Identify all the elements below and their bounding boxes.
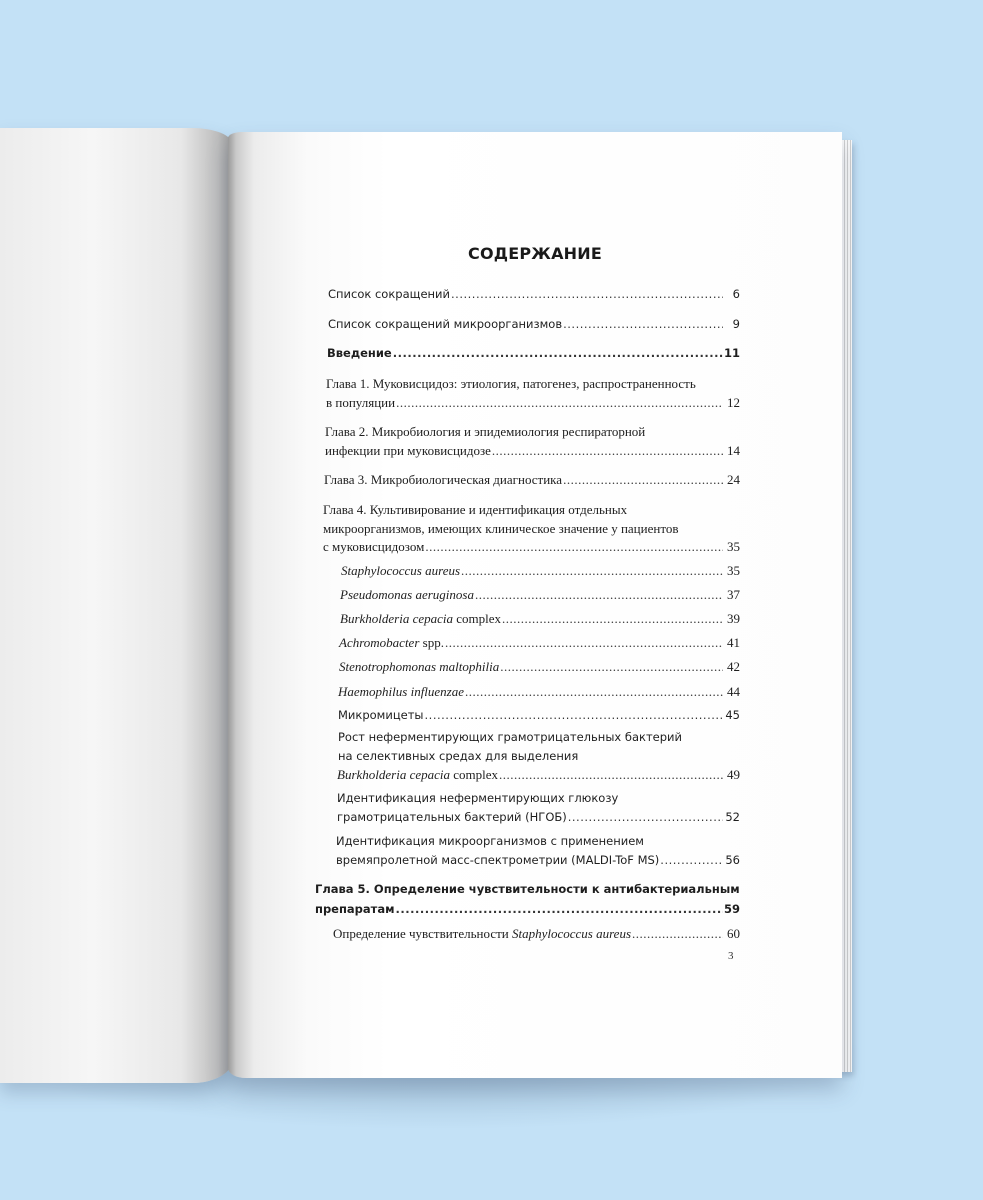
toc-dot-leader: [396, 395, 723, 411]
toc-dot-leader: [502, 611, 723, 627]
toc-entry-label: в популяции: [326, 395, 396, 410]
page-number: 3: [728, 950, 734, 962]
toc-entry-label-italic: Staphylococcus aureus: [511, 926, 632, 941]
toc-page-number: 59: [724, 902, 741, 916]
toc-entry: [339, 659, 740, 677]
toc-page-number: 24: [727, 472, 740, 487]
toc-heading: СОДЕРЖАНИЕ: [468, 244, 602, 263]
toc-dot-leader: [632, 926, 723, 942]
toc-entry: [337, 767, 740, 785]
toc-entry-label: Микромицеты: [338, 708, 424, 722]
toc-entry-line: Идентификация неферментирующих глюкозу: [337, 791, 619, 805]
toc-dot-leader: [425, 539, 723, 555]
toc-entry: [340, 611, 740, 629]
toc-entry-label: Haemophilus influenzae: [338, 684, 465, 699]
toc-page-number: 41: [727, 635, 740, 650]
toc-dot-leader: [500, 659, 723, 675]
toc-entry: [336, 853, 740, 871]
left-page: [0, 128, 232, 1083]
toc-entry-label: Pseudomonas aeruginosa: [340, 587, 474, 602]
toc-dot-leader: [393, 346, 723, 360]
toc-entry-label: Achromobacter: [339, 635, 420, 650]
toc-entry: [327, 346, 740, 364]
toc-entry-line: Глава 4. Культивирование и идентификация отдельных: [323, 502, 628, 517]
toc-page-number: 56: [725, 853, 740, 867]
toc-entry-label: Глава 3. Микробиологическая диагностика: [324, 472, 563, 487]
toc-entry-label: с муковисцидозом: [323, 539, 425, 554]
toc-page-number: 49: [727, 767, 740, 782]
toc-page-number: 9: [732, 317, 740, 331]
toc-page-number: 39: [727, 611, 740, 626]
toc-page-number: 14: [727, 443, 740, 458]
toc-entry: [328, 287, 740, 305]
toc-entry-line: Глава 5. Определение чувствительности к антибактериальным: [315, 882, 740, 896]
toc-entry: [341, 563, 740, 581]
toc-dot-leader: [568, 810, 723, 824]
toc-page-number: 11: [724, 346, 741, 360]
toc-entry: [338, 708, 740, 726]
toc-entry: [326, 395, 740, 413]
toc-dot-leader: [461, 563, 723, 579]
toc-entry: [339, 635, 740, 653]
toc-entry-label: Burkholderia cepacia: [337, 767, 450, 782]
toc-entry-label: Staphylococcus aureus: [341, 563, 461, 578]
toc-page-number: 6: [732, 287, 740, 301]
toc-entry-label-suffix: spp.: [419, 635, 444, 650]
toc-entry-label: препаратам: [315, 902, 395, 916]
toc-page-number: 37: [727, 587, 740, 602]
toc-entry-line: Идентификация микроорганизмов с применением: [336, 834, 644, 848]
toc-entry-label: Stenotrophomonas maltophilia: [339, 659, 500, 674]
toc-entry: [338, 684, 740, 702]
toc-dot-leader: [492, 443, 723, 459]
toc-entry-label: Список сокращений микроорганизмов: [328, 317, 563, 331]
toc-dot-leader: [475, 587, 723, 603]
toc-entry: [337, 810, 740, 828]
toc-dot-leader: [451, 287, 723, 301]
toc-dot-leader: [563, 472, 723, 488]
toc-entry-label: Список сокращений: [328, 287, 451, 301]
toc-dot-leader: [563, 317, 723, 331]
toc-entry: [324, 472, 740, 490]
toc-entry: [333, 926, 740, 944]
toc-dot-leader: [465, 684, 723, 700]
toc-entry-label-suffix: complex: [453, 611, 502, 626]
toc-entry-label: Определение чувствительности: [333, 926, 512, 941]
toc-entry-line: на селективных средах для выделения: [338, 749, 579, 763]
toc-entry-label-suffix: complex: [450, 767, 499, 782]
toc-entry-label: грамотрицательных бактерий (НГОБ): [337, 810, 567, 824]
toc-page-number: 12: [727, 395, 740, 410]
toc-page-number: 35: [727, 539, 740, 554]
toc-entry-label: инфекции при муковисцидозе: [325, 443, 491, 458]
toc-entry: [328, 317, 740, 335]
toc-dot-leader: [445, 635, 723, 651]
toc-entry-line: Рост неферментирующих грамотрицательных бактерий: [338, 730, 682, 744]
toc-page-number: 35: [727, 563, 740, 578]
toc-page-number: 45: [725, 708, 740, 722]
toc-entry-line: Глава 1. Муковисцидоз: этиология, патогенез, распространенность: [326, 376, 696, 391]
toc-entry-line: микроорганизмов, имеющих клиническое значение у пациентов: [323, 521, 679, 536]
toc-page-number: 44: [727, 684, 740, 699]
toc-dot-leader: [396, 902, 723, 916]
toc-entry-label: Burkholderia cepacia: [340, 611, 453, 626]
toc-entry: [323, 539, 740, 557]
toc-entry: [315, 902, 740, 920]
toc-entry-label: Введение: [327, 346, 392, 360]
toc-dot-leader: [499, 767, 723, 783]
toc-entry: [340, 587, 740, 605]
toc-page-number: 42: [727, 659, 740, 674]
toc-dot-leader: [660, 853, 723, 867]
toc-page-number: 52: [725, 810, 740, 824]
toc-dot-leader: [425, 708, 723, 722]
toc-entry-label: времяпролетной масс-спектрометрии (MALDI-ToF MS): [336, 853, 660, 867]
toc-page-number: 60: [727, 926, 740, 941]
toc-entry: [325, 443, 740, 461]
toc-entry-line: Глава 2. Микробиология и эпидемиология респираторной: [325, 424, 646, 439]
